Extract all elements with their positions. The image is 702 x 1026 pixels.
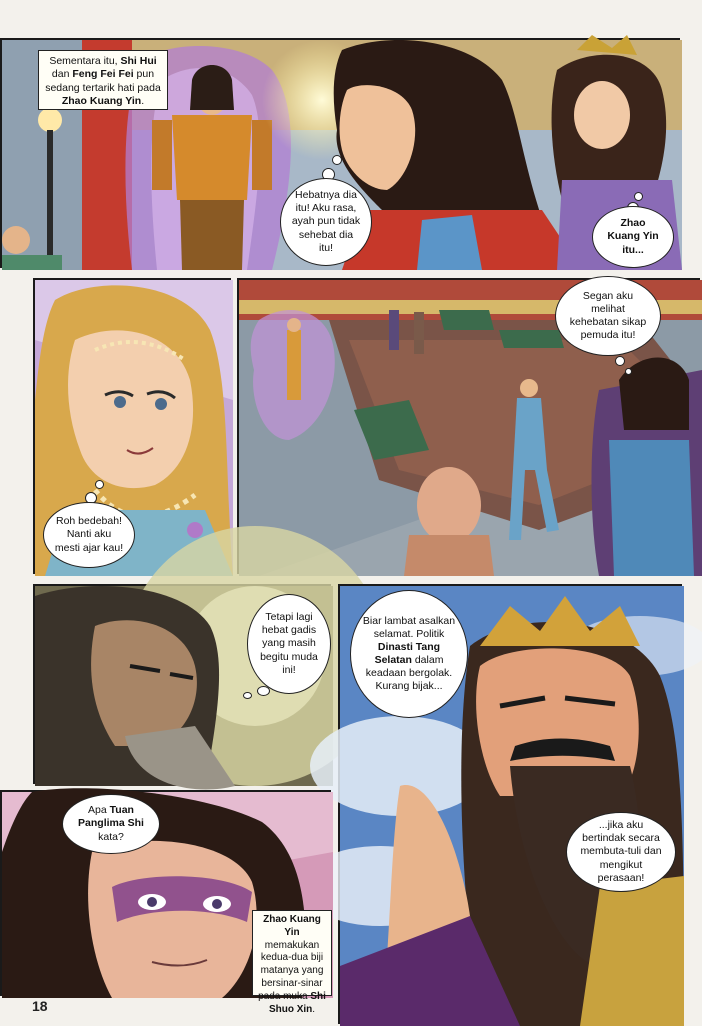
thought-dot [625, 368, 632, 375]
speech-bubble-shi-shuo-xin-1: Biar lambat asalkan selamat. Politik Dinasti Tang Selatan dalam keadaan bergolak. Kurang bijak... [350, 590, 468, 718]
panel-1-courtyard [0, 38, 680, 268]
thought-dot [95, 480, 104, 489]
panel-5-shi-shuo-xin [338, 584, 682, 1024]
speech-bubble-shi-hui: Hebatnya dia itu! Aku rasa, ayah pun tidak sehebat dia itu! [280, 178, 372, 266]
panel-6-caption: Zhao Kuang Yin memakukan kedua-dua biji matanya yang bersinar-sinar pada muka Shi Shuo Xin. [252, 910, 332, 996]
thought-dot [332, 155, 342, 165]
speech-bubble-shi-shuo-xin-2: ...jika aku bertindak secara membuta-tuli dan mengikut perasaan! [566, 812, 676, 892]
panel-1-caption: Sementara itu, Shi Hui dan Feng Fei Fei pun sedang tertarik hati pada Zhao Kuang Yin. [38, 50, 168, 110]
speech-bubble-zhao-kuang-yin: Apa Tuan Panglima Shi kata? [62, 794, 160, 854]
speech-bubble-observer: Segan aku melihat kehebatan sikap pemuda itu! [555, 276, 661, 356]
thought-dot [634, 192, 643, 201]
thought-dot [615, 356, 625, 366]
speech-bubble-blonde-girl: Roh bedebah! Nanti aku mesti ajar kau! [43, 502, 135, 568]
thought-dot [243, 692, 252, 699]
speech-bubble-general-thought: Tetapi lagi hebat gadis yang masih begitu muda ini! [247, 594, 331, 694]
panel-3-arena [237, 278, 700, 574]
panel-4-bearded-general [33, 584, 331, 784]
panel-2-blonde-girl [33, 278, 231, 574]
speech-bubble-feng-fei-fei: Zhao Kuang Yin itu... [592, 206, 674, 268]
page-number: 18 [32, 998, 48, 1014]
thought-dot [257, 686, 270, 696]
